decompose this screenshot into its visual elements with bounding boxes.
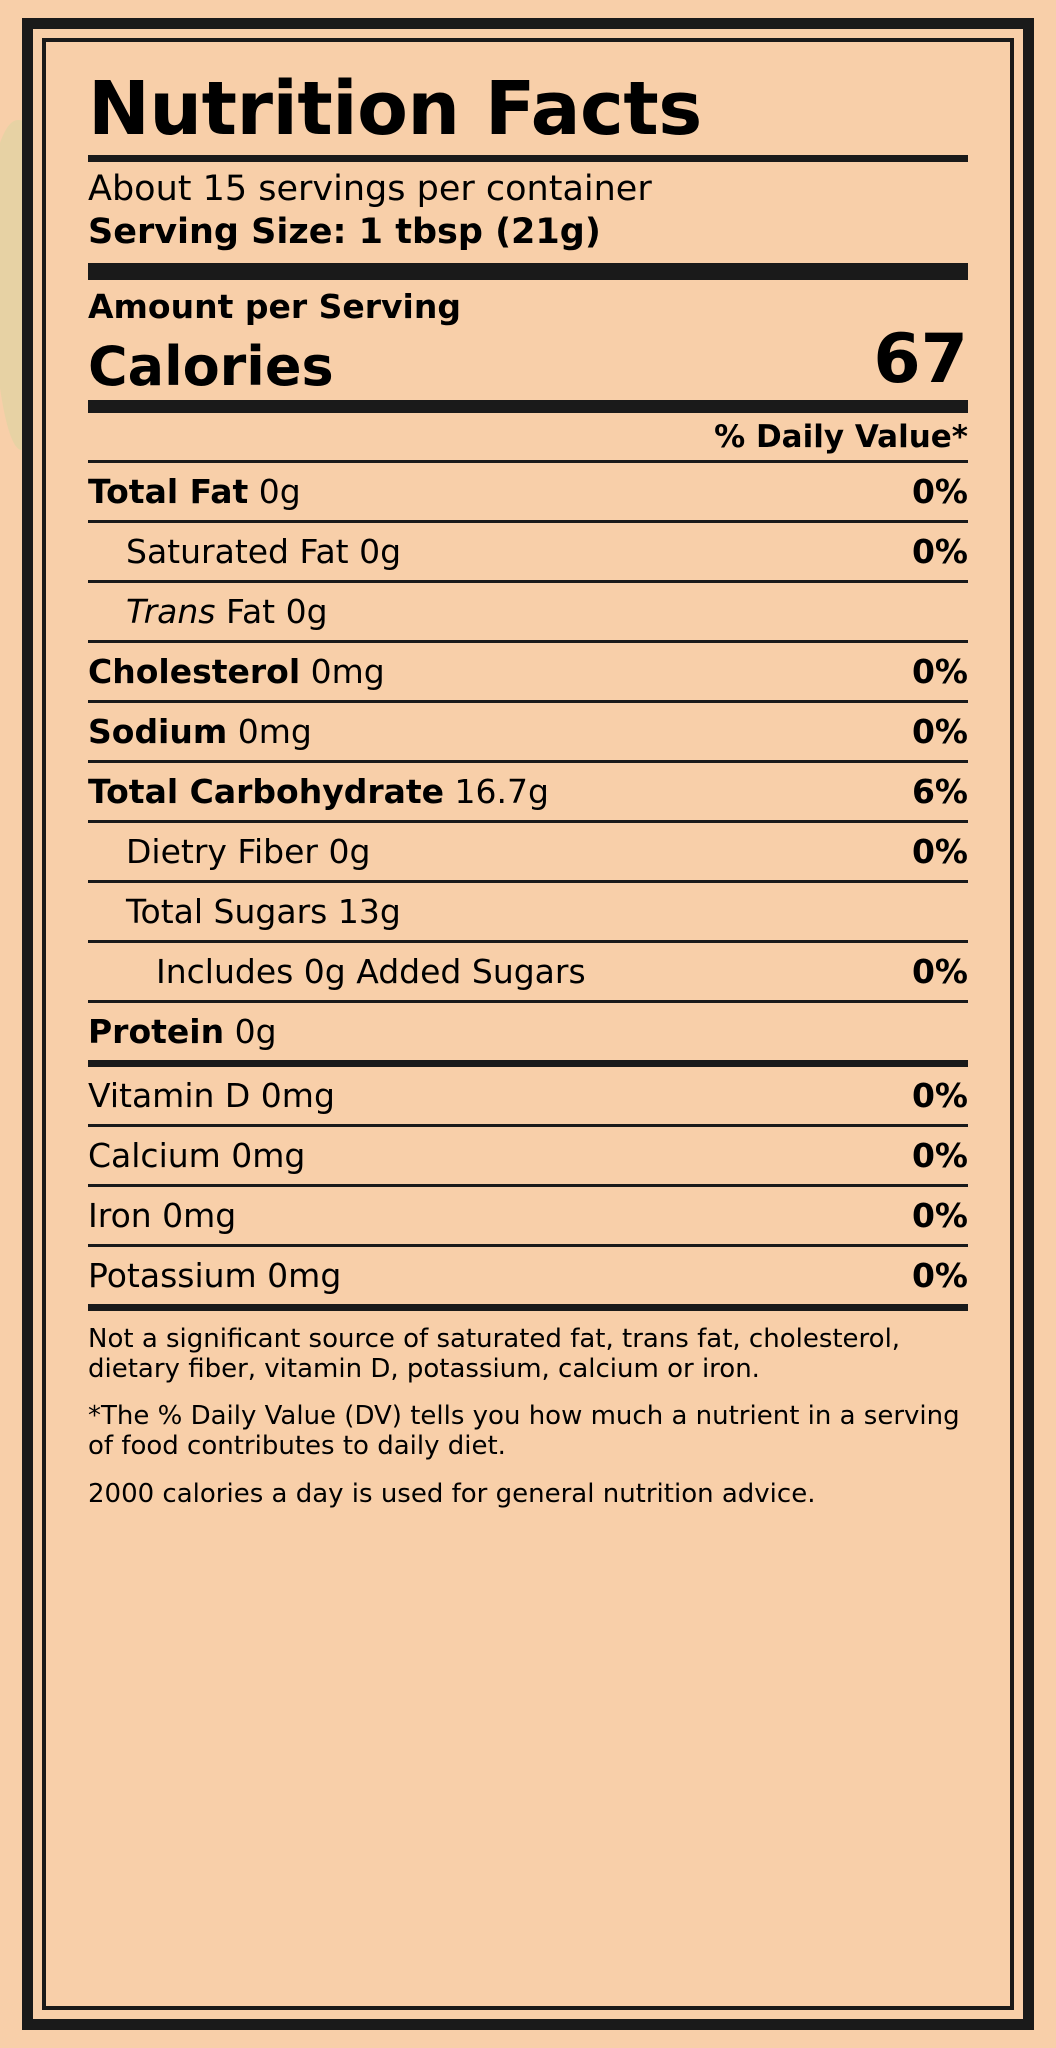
sodium-label: Sodium xyxy=(88,711,228,751)
row-protein xyxy=(88,1003,968,1060)
row-total-carbohydrate-dv: 6% xyxy=(911,771,968,811)
row-iron xyxy=(88,1187,968,1244)
divider-under-calories xyxy=(88,400,968,413)
divider-thick-top xyxy=(88,263,968,280)
row-protein-name xyxy=(88,1012,277,1051)
row-dietary-fiber xyxy=(88,823,968,880)
sodium-amount: 0mg xyxy=(227,711,312,751)
total-carbohydrate-amount: 16.7g xyxy=(444,771,549,811)
row-calcium-dv: 0% xyxy=(911,1135,968,1175)
trans-fat-amount: Fat 0g xyxy=(215,591,328,631)
row-trans-fat-name xyxy=(126,592,328,631)
label-content xyxy=(88,64,968,1994)
row-total-carbohydrate-name xyxy=(88,772,549,811)
row-trans-fat xyxy=(88,583,968,640)
row-total-fat-dv: 0% xyxy=(911,471,968,511)
calories-value: 67 xyxy=(873,319,968,399)
footnote-dv-explanation: *The % Daily Value (DV) tells you how much a nutrient in a serving of food contributes to daily diet. xyxy=(88,1401,960,1462)
trans-italic-label: Trans xyxy=(126,591,216,631)
total-fat-amount: 0g xyxy=(248,471,301,511)
row-calcium-name: Calcium 0mg xyxy=(88,1135,306,1175)
servings-per-container: About 15 servings per container xyxy=(88,169,652,210)
label-inner-border xyxy=(42,38,1014,2010)
divider-above-footnotes xyxy=(88,1304,968,1311)
cholesterol-amount: 0mg xyxy=(300,651,385,691)
row-total-sugars-name: Total Sugars 13g xyxy=(126,891,401,931)
row-saturated-fat-name: Saturated Fat 0g xyxy=(126,531,402,571)
divider-under-protein xyxy=(88,1060,968,1067)
row-sodium-name xyxy=(88,712,312,751)
row-cholesterol xyxy=(88,643,968,700)
row-vitamin-d xyxy=(88,1067,968,1124)
row-dietary-fiber-name: Dietry Fiber 0g xyxy=(126,831,371,871)
protein-label: Protein xyxy=(88,1011,225,1051)
row-potassium xyxy=(88,1247,968,1304)
footnote-calorie-advice: 2000 calories a day is used for general nutrition advice. xyxy=(88,1479,816,1510)
row-dietary-fiber-dv: 0% xyxy=(911,831,968,871)
row-vitamin-d-name: Vitamin D 0mg xyxy=(88,1075,335,1115)
row-total-fat-name xyxy=(88,472,301,511)
calories-label: Calories xyxy=(88,334,334,398)
row-iron-dv: 0% xyxy=(911,1195,968,1235)
row-saturated-fat xyxy=(88,523,968,580)
row-added-sugars-dv: 0% xyxy=(911,951,968,991)
daily-value-header: % Daily Value* xyxy=(714,418,968,455)
row-calcium xyxy=(88,1127,968,1184)
row-added-sugars xyxy=(88,943,968,1000)
row-total-sugars xyxy=(88,883,968,940)
row-added-sugars-name: Includes 0g Added Sugars xyxy=(156,951,586,991)
row-iron-name: Iron 0mg xyxy=(88,1195,237,1235)
serving-size: Serving Size: 1 tbsp (21g) xyxy=(88,212,601,253)
amount-per-serving-label: Amount per Serving xyxy=(88,286,461,326)
cholesterol-label: Cholesterol xyxy=(88,651,301,691)
row-cholesterol-dv: 0% xyxy=(911,651,968,691)
page-title: Nutrition Facts xyxy=(88,66,702,152)
total-fat-label: Total Fat xyxy=(88,471,249,511)
calories-row xyxy=(88,319,968,400)
row-total-fat xyxy=(88,463,968,520)
footnote-not-significant: Not a significant source of saturated fat, trans fat, cholesterol, dietary fiber, vitamin D, potassium, calcium or iron. xyxy=(88,1323,901,1384)
footnotes xyxy=(88,1311,968,1510)
row-saturated-fat-dv: 0% xyxy=(911,531,968,571)
row-cholesterol-name xyxy=(88,652,385,691)
protein-amount: 0g xyxy=(224,1011,277,1051)
total-carbohydrate-label: Total Carbohydrate xyxy=(88,771,445,811)
row-sodium xyxy=(88,703,968,760)
row-potassium-name: Potassium 0mg xyxy=(88,1255,342,1295)
row-potassium-dv: 0% xyxy=(911,1255,968,1295)
row-sodium-dv: 0% xyxy=(911,711,968,751)
label-outer-border xyxy=(22,18,1034,2030)
row-vitamin-d-dv: 0% xyxy=(911,1075,968,1115)
divider-under-title xyxy=(88,155,968,162)
row-total-carbohydrate xyxy=(88,763,968,820)
